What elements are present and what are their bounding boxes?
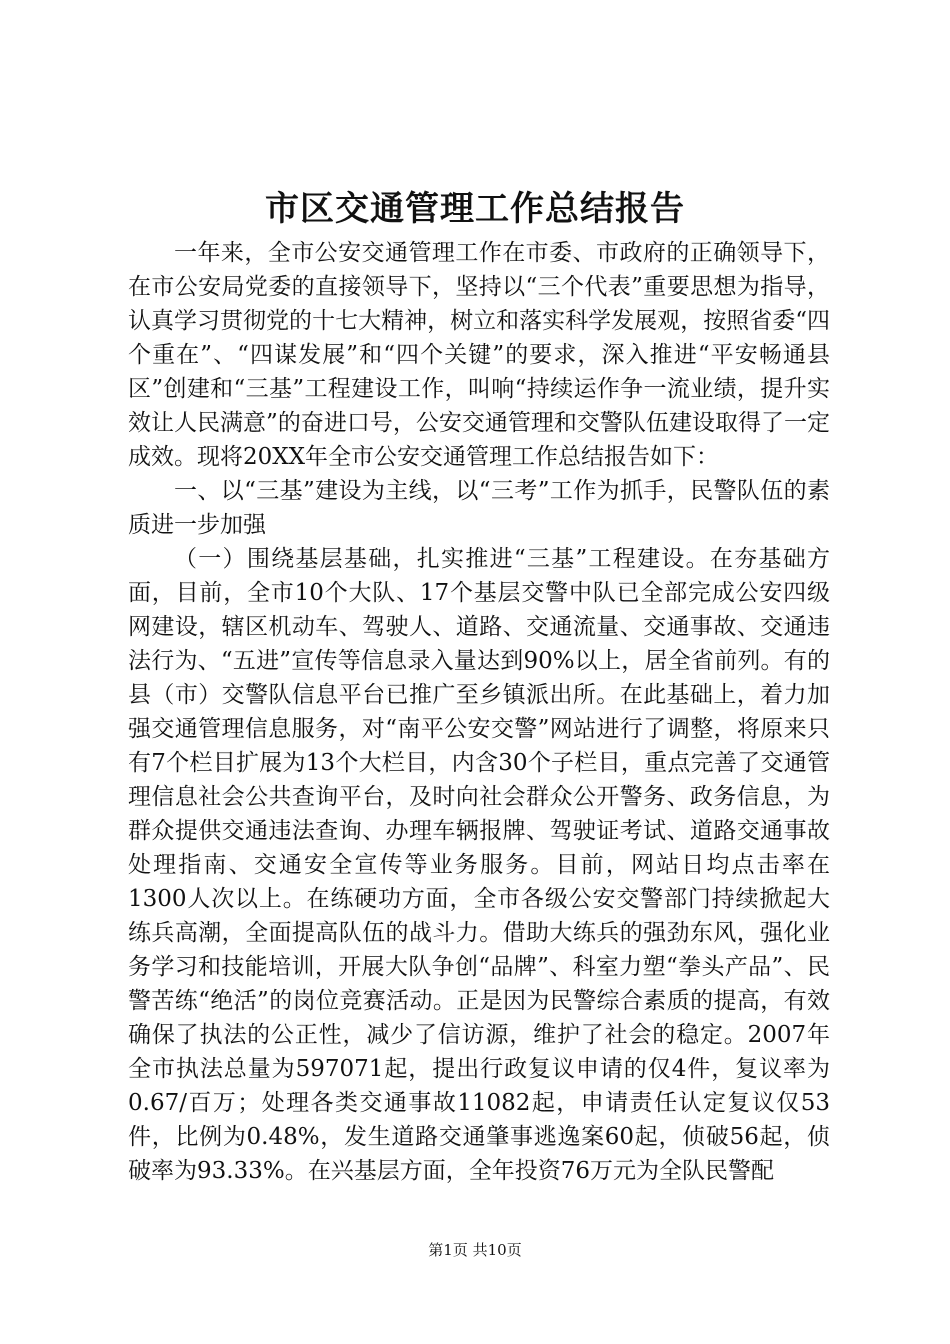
page-title: 市区交通管理工作总结报告 [265, 189, 685, 229]
document-body [128, 236, 830, 1188]
paragraph-section-heading: 一、以“三基”建设为主线，以“三考”工作为抓手，民警队伍的素质进一步加强 [128, 478, 830, 538]
page-number-footer: 第1页 共10页 [428, 1241, 522, 1259]
paragraph-subsection-one: （一）围绕基层基础，扎实推进“三基”工程建设。在夯基础方面，目前，全市10个大队、17个基层交警中队已全部完成公安四级网建设，辖区机动车、驾驶人、道路、交通流量、交通事故、交通违法行为、“五进”宣传等信息录入量达到90%以上，居全省前列。有的县（市）交警队信息平台已推广至乡镇派出所。在此基础上，着力加强交通管理信息服务，对“南平公安交警”网站进行了调整，将原来只有7个栏目扩展为13个大栏目，内含30个子栏目，重点完善了交通管理信息社会公共查询平台，及时向社会群众公开警务、政务信息，为群众提供交通违法查询、办理车辆报牌、驾驶证考试、道路交通事故处理指南、交通安全宣传等业务服务。目前，网站日均点击率在1300人次以上。在练硬功方面，全市各级公安交警部门持续掀起大练兵高潮，全面提高队伍的战斗力。借助大练兵的强劲东风，强化业务学习和技能培训，开展大队争创“品牌”、科室力塑“拳头产品”、民警苦练“绝活”的岗位竞赛活动。正是因为民警综合素质的提高，有效确保了执法的公正性，减少了信访源，维护了社会的稳定。2007年全市执法总量为597071起，提出行政复议申请的仅4件，复议率为0.67/百万；处理各类交通事故11082起，申请责任认定复议仅53件，比例为0.48%，发生道路交通肇事逃逸案60起，侦破56起，侦破率为93.33%。在兴基层方面，全年投资76万元为全队民警配 [128, 546, 830, 1184]
paragraph-intro: 一年来，全市公安交通管理工作在市委、市政府的正确领导下，在市公安局党委的直接领导下，坚持以“三个代表”重要思想为指导，认真学习贯彻党的十七大精神，树立和落实科学发展观，按照省委“四个重在”、“四谋发展”和“四个关键”的要求，深入推进“平安畅通县区”创建和“三基”工程建设工作，叫响“持续运作争一流业绩，提升实效让人民满意”的奋进口号，公安交通管理和交警队伍建设取得了一定成效。现将20XX年全市公安交通管理工作总结报告如下： [128, 240, 830, 470]
